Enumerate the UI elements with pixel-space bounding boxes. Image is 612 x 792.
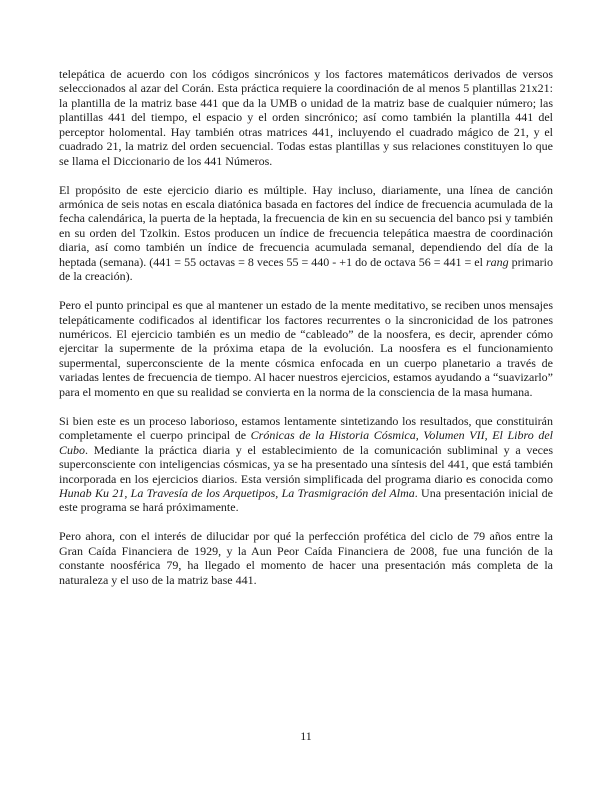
paragraph-4: [59, 414, 553, 515]
italic-book-title: Crónicas de la Historia Cósmica, Volumen VII, El Libro del Cubo: [59, 428, 553, 457]
text-segment: . Una presentación inicial de este programa se hará próximamente.: [59, 485, 553, 515]
text-segment: Pero el punto principal es que al mantener un estado de la mente meditativo, se reciben unos mensajes telepáticamente codificados al identificar los factores recurrentes o la sincronicidad de los patrones numéricos. El ejercicio también es un medio de “cableado” de la noosfera, es decir, aprender cómo ejercitar la supermente de la próxima etapa de la evolución. La noosfera es el funcionamiento supermental, superconsciente de la mente cósmica enfocada en un cuerpo planetario a través de variadas lentes de frecuencia de tiempo. Al hacer nuestros ejercicios, estamos ayudando a “suavizarlo” para el momento en que su realidad se convierta en la norma de la consciencia de la masa humana.: [59, 298, 553, 399]
italic-program-title: Hunab Ku 21, La Travesía de los Arquetipos, La Trasmigración del Alma: [59, 485, 415, 500]
text-segment: El propósito de este ejercicio diario es múltiple. Hay incluso, diariamente, una línea de canción armónica de seis notas en escala diatónica basada en factores del índice de frecuencia acumulada de la fecha calendárica, la puerta de la heptada, la frecuencia de kin en su secuencia del banco psi y también en su orden del Tzolkin. Estos producen un índice de frecuencia telepática maestra de coordinación diaria, así como también un índice de frecuencia acumulada semanal, dependiendo del día de la heptada (semana). (441 = 55 octavas = 8 veces 55 = 440 - +1 do de octava 56 = 441 = el: [59, 182, 553, 269]
text-segment: telepática de acuerdo con los códigos sincrónicos y los factores matemáticos derivados de versos seleccionados al azar del Corán. Esta práctica requiere la coordinación de al menos 5 plantillas 21x21: la plantilla de la matriz base 441 que da la UMB o unidad de la matriz base de cualquier número; las plantillas 441 del tiempo, el espacio y el orden sincrónico; así como también la plantilla 441 del perceptor holomental. Hay también otras matrices 441, incluyendo el cuadrado mágico de 21, y el cuadrado 21, la matriz del orden secuencial. Todas estas plantillas y sus relaciones constituyen lo que se llama el Diccionario de los 441 Números.: [59, 67, 553, 168]
paragraph-5: [59, 529, 553, 587]
text-segment: primario de la creación).: [59, 254, 553, 284]
text-segment: Si bien este es un proceso laborioso, estamos lentamente sintetizando los resultados, que constituirán completamente el cuerpo principal de: [59, 413, 553, 443]
page-number: 11: [300, 729, 312, 743]
paragraph-1: [59, 67, 553, 168]
paragraph-2: [59, 183, 553, 284]
text-segment: Pero ahora, con el interés de dilucidar por qué la perfección profética del ciclo de 79 años entre la Gran Caída Financiera de 1929, y la Aun Peor Caída Financiera de 2008, fue una función de la constante noosférica 79, ha llegado el momento de hacer una presentación más completa de la naturaleza y el uso de la matriz base 441.: [59, 529, 553, 587]
text-segment: . Mediante la práctica diaria y el establecimiento de la comunicación subliminal y a veces superconsciente con inteligencias cósmicas, ya se ha presentado una síntesis del 441, que está también incorporada en los ejercicios diarios. Esta versión simplificada del programa diario es conocida como: [59, 442, 553, 486]
italic-term: rang: [485, 254, 509, 269]
paragraph-3: [59, 298, 553, 399]
body-text: [59, 67, 553, 601]
